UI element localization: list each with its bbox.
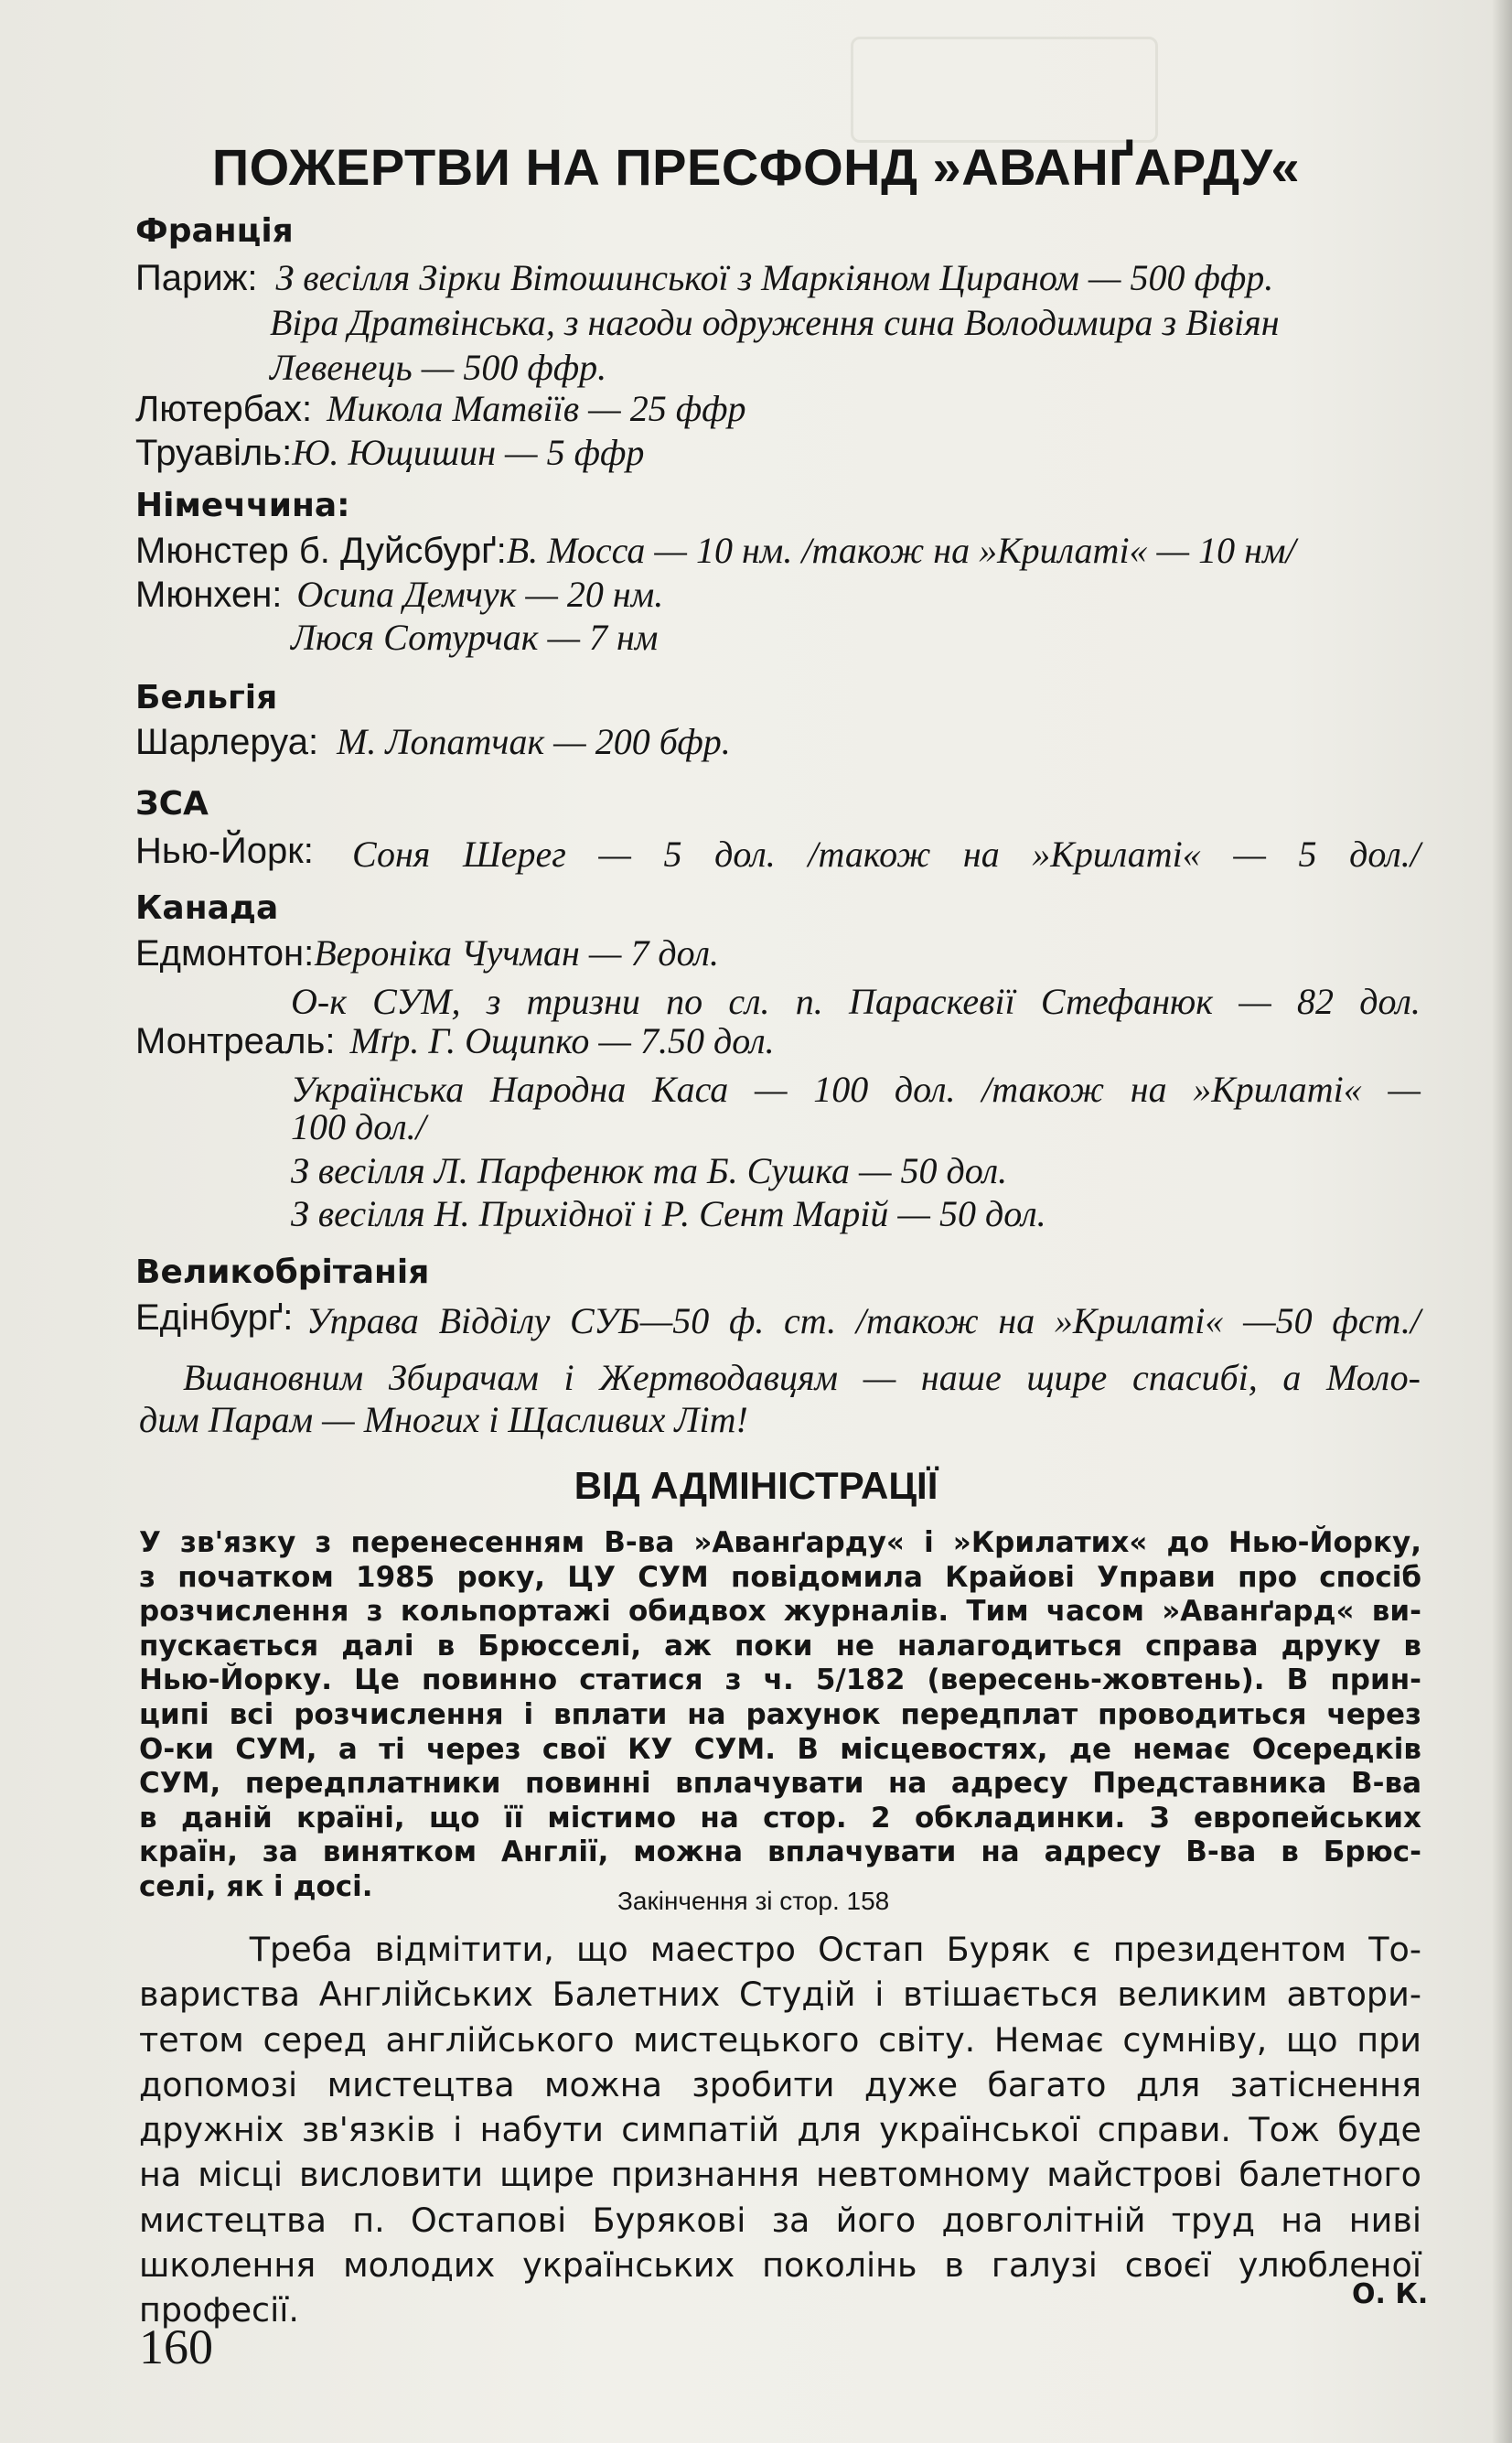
word: —50 xyxy=(1243,1300,1313,1341)
word: щире xyxy=(1026,1357,1108,1398)
word: дол. xyxy=(1359,981,1421,1022)
donation-line-charleroi xyxy=(135,721,731,762)
word: а xyxy=(1282,1357,1302,1398)
donation-text: З весілля Н. Прихідної і Р. Сент Марій — 50 дол. xyxy=(291,1193,1046,1234)
word: СУМ, xyxy=(372,981,461,1022)
donation-text: В. Мосса — 10 нм. /також на »Крилаті« — 10 нм/ xyxy=(506,530,1296,571)
word: 82 xyxy=(1296,981,1334,1022)
word: /також xyxy=(808,834,931,875)
text-line: дружніх зв'язків і набути симпатій для української справи. Тож буде xyxy=(139,2110,1421,2150)
donation-text: З весілля Зірки Вітошинської з Маркіяном Циpаном — 500 ффр. xyxy=(275,257,1274,298)
word: на xyxy=(998,1300,1035,1341)
word: О-к xyxy=(291,981,347,1022)
author-signature: О. К. xyxy=(1352,2278,1429,2310)
word: п. xyxy=(795,981,823,1022)
donation-text: Вероніка Чучман — 7 дол. xyxy=(314,932,720,974)
city-label-edinburgh: Едінбурґ: xyxy=(135,1297,294,1338)
donation-line-paris xyxy=(135,257,1274,298)
word: Соня xyxy=(352,834,431,875)
word: дол. xyxy=(894,1069,956,1110)
word: тризни xyxy=(526,981,640,1022)
text-line: вариства Англійських Балетних Студій і втішається великим автори- xyxy=(139,1975,1421,2015)
word: »Крилаті« xyxy=(1054,1300,1224,1341)
word: — xyxy=(1233,834,1266,875)
text-line: розчислення з кольпортажі обидвох журналів. Тим часом »Аванґард« ви- xyxy=(139,1595,1421,1629)
word: 5 xyxy=(663,834,682,875)
donation-text: Віра Дратвінська, з нагоди одруження сина Володимира з Вівіян xyxy=(270,302,1280,343)
text-line: ципі всі розчислення і вплати на рахунок передплат проводиться через xyxy=(139,1697,1421,1731)
word: по xyxy=(666,981,703,1022)
word: »Крилаті« xyxy=(1193,1069,1362,1110)
text-line: Треба відмітити, що маестро Остап Буряк є президентом То- xyxy=(139,1930,1421,1969)
text-line: О-ки СУМ, а ті через свої КУ СУМ. В місцевостях, де немає Осередків xyxy=(139,1732,1421,1766)
word: »Крилаті« xyxy=(1032,834,1201,875)
word: на xyxy=(1130,1069,1167,1110)
text-line: мистецтва п. Остапові Бурякові за його довголітній труд на ниві xyxy=(139,2200,1421,2240)
word: ст. xyxy=(784,1300,837,1341)
city-label-paris: Париж: xyxy=(135,258,258,298)
city-label-truavil: Труавіль: xyxy=(135,433,293,473)
word: 5 xyxy=(1298,834,1317,875)
text-line: Нью-Йорку. Це повинно статися з ч. 5/182 (вересень-жовтень). В прин- xyxy=(139,1663,1421,1697)
text-line: СУМ, передплатники повинні вплачувати на адресу Представника В-ва xyxy=(139,1767,1421,1801)
text-line: пускається далі в Брюсселі, аж поки не налагодиться справа друку в xyxy=(139,1629,1421,1663)
administration-notice xyxy=(139,1526,1421,1905)
word: сл. xyxy=(728,981,770,1022)
word: на xyxy=(962,834,1000,875)
text-line: школення молодих українських поколінь в галузі своєї улюбленої xyxy=(139,2245,1421,2286)
word: Стефанюк xyxy=(1040,981,1213,1022)
text-line: на місці висловити щире признання невтомному майстрові балетного xyxy=(139,2155,1421,2195)
word: дол. xyxy=(714,834,776,875)
donation-text: З весілля Л. Парфенюк та Б. Сушка — 50 дол. xyxy=(291,1150,1008,1191)
word: СУБ—50 xyxy=(570,1300,710,1341)
donation-line-muenster xyxy=(135,530,1296,571)
word: — xyxy=(1388,1069,1421,1110)
article-continuation xyxy=(139,1927,1421,2333)
word: фст./ xyxy=(1332,1300,1421,1341)
donation-text: Осипа Демчук — 20 нм. xyxy=(296,574,664,615)
word: 100 xyxy=(813,1069,869,1110)
word: — xyxy=(863,1357,896,1398)
city-label-munich: Мюнхен: xyxy=(135,575,283,615)
text-line: в даній країні, що її містимо на стор. 2 обкладинки. З европейських xyxy=(139,1801,1421,1835)
donation-text-montreal-kasa xyxy=(291,1068,1421,1111)
text-line: селі, як і досі. xyxy=(139,1869,373,1903)
city-label-montreal: Монтреаль: xyxy=(135,1021,336,1061)
scan-edge-shadow xyxy=(1492,0,1512,2443)
word: Українська xyxy=(291,1069,465,1110)
donation-text: Микола Матвіїв — 25 ффр xyxy=(327,388,746,429)
word: Жертводавцям xyxy=(599,1357,839,1398)
bleed-through-stamp xyxy=(851,37,1158,143)
word: Народна xyxy=(489,1069,627,1110)
text-line: допомозі мистецтва можна зробити дуже багато для затіснення xyxy=(139,2064,1421,2104)
donation-text-edmonton-sum xyxy=(291,980,1421,1023)
word: — xyxy=(754,1069,788,1110)
donation-text: М. Лопатчак — 200 бфр. xyxy=(337,721,731,762)
text-line: країн, за винятком Англії, можна вплачувати на адресу В-ва в Брюс- xyxy=(139,1835,1421,1869)
city-label-charleroi: Шарлеруа: xyxy=(135,722,319,762)
city-label-muenster: Мюнстер б. Дуйсбурґ: xyxy=(135,531,507,571)
word: ф. xyxy=(728,1300,765,1341)
continuation-note: Закінчення зі стор. 158 xyxy=(617,1887,890,1915)
thanks-line xyxy=(183,1356,1421,1399)
word: Управа xyxy=(306,1300,419,1341)
section-heading-uk: Великобрітанія xyxy=(135,1254,430,1291)
section-heading-france: Франція xyxy=(135,212,294,250)
word: — xyxy=(1239,981,1271,1022)
text-line: тетом серед англійського мистецького світу. Немає сумніву, що при xyxy=(139,2019,1421,2060)
page-title: ПОЖЕРТВИ НА ПРЕСФОНД »АВАНҐАРДУ« xyxy=(211,138,1301,196)
section-heading-germany: Німеччина: xyxy=(135,487,350,524)
section-heading-usa: ЗСА xyxy=(135,785,209,823)
word: Параскевії xyxy=(849,981,1015,1022)
section-heading-administration: ВІД АДМІНІСТРАЦІЇ xyxy=(574,1464,938,1507)
word: спасибі, xyxy=(1131,1357,1258,1398)
section-heading-belgium: Бельгія xyxy=(135,679,278,716)
word: /також xyxy=(981,1069,1105,1110)
donation-text-edinburgh xyxy=(306,1299,1421,1342)
city-label-new-york: Нью-Йорк: xyxy=(135,831,314,871)
section-heading-canada: Канада xyxy=(135,889,279,927)
word: наше xyxy=(920,1357,1002,1398)
donation-line-munich xyxy=(135,576,663,613)
donation-text: Левенець — 500 ффр. xyxy=(270,347,607,388)
word: — xyxy=(598,834,631,875)
word: Відділу xyxy=(438,1300,551,1341)
donation-line-edmonton xyxy=(135,932,720,974)
donation-text: Ю. Ющишин — 5 ффр xyxy=(292,432,645,473)
donation-line-luterbach xyxy=(135,388,746,429)
text-line: професії. xyxy=(139,2290,299,2330)
text-line: з початком 1985 року, ЦУ СУМ повідомила Крайові Управи про спосіб xyxy=(139,1560,1421,1594)
text-line: У зв'язку з перенесенням В-ва »Аванґарду« і »Крилатих« до Нью-Йорку, xyxy=(139,1526,1421,1559)
donation-line-truavil xyxy=(135,432,645,473)
word: з xyxy=(486,981,501,1022)
word: /також xyxy=(855,1300,979,1341)
donation-text: 100 дол./ xyxy=(291,1106,426,1147)
city-label-edmonton: Едмонтон: xyxy=(135,933,315,974)
donation-line-montreal xyxy=(135,1020,775,1061)
donation-text: Люся Сотурчак — 7 нм xyxy=(291,617,659,658)
word: Шерег xyxy=(462,834,566,875)
word: Каса xyxy=(652,1069,729,1110)
donation-text: Мґр. Г. Ощипко — 7.50 дол. xyxy=(349,1020,775,1061)
donation-text-new-york xyxy=(352,833,1421,876)
word: дол./ xyxy=(1349,834,1421,875)
page-number: 160 xyxy=(139,2319,213,2374)
thanks-line: дим Парам — Многих і Щасливих Літ! xyxy=(139,1399,748,1440)
word: Збирачам xyxy=(388,1357,539,1398)
city-label-luterbach: Лютербах: xyxy=(135,389,313,429)
word: Моло- xyxy=(1325,1357,1421,1398)
word: Вшановним xyxy=(183,1357,364,1398)
word: і xyxy=(563,1357,574,1398)
